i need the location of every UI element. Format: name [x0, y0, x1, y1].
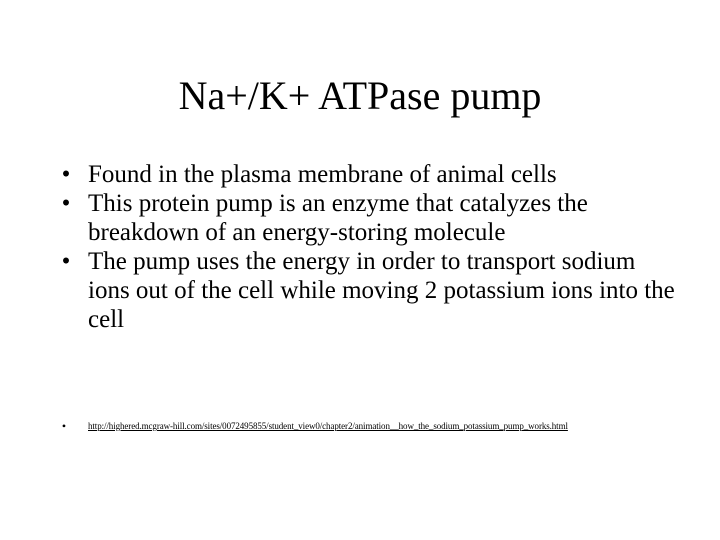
- bullet-list: [56, 160, 676, 334]
- bullet-dot: •: [61, 190, 71, 217]
- bullet-text: This protein pump is an enzyme that catalyzes the breakdown of an energy-storing molecule: [88, 190, 588, 246]
- bullet-item: [56, 189, 676, 247]
- bullet-dot: •: [61, 248, 71, 275]
- bullet-dot: •: [61, 161, 71, 188]
- animation-link[interactable]: http://highered.mcgraw-hill.com/sites/0072495855/student_view0/chapter2/animation__how_the_sodium_potassium_pump_works.html: [88, 421, 568, 431]
- slide-title: Na+/K+ ATPase pump: [178, 73, 542, 118]
- bullet-text: The pump uses the energy in order to transport sodium ions out of the cell while moving 2 potassium ions into the cell: [88, 248, 675, 333]
- bullet-text: Found in the plasma membrane of animal cells: [88, 161, 557, 188]
- bullet-item: [56, 247, 676, 334]
- bullet-item: [56, 160, 676, 189]
- bullet-dot: •: [61, 419, 67, 433]
